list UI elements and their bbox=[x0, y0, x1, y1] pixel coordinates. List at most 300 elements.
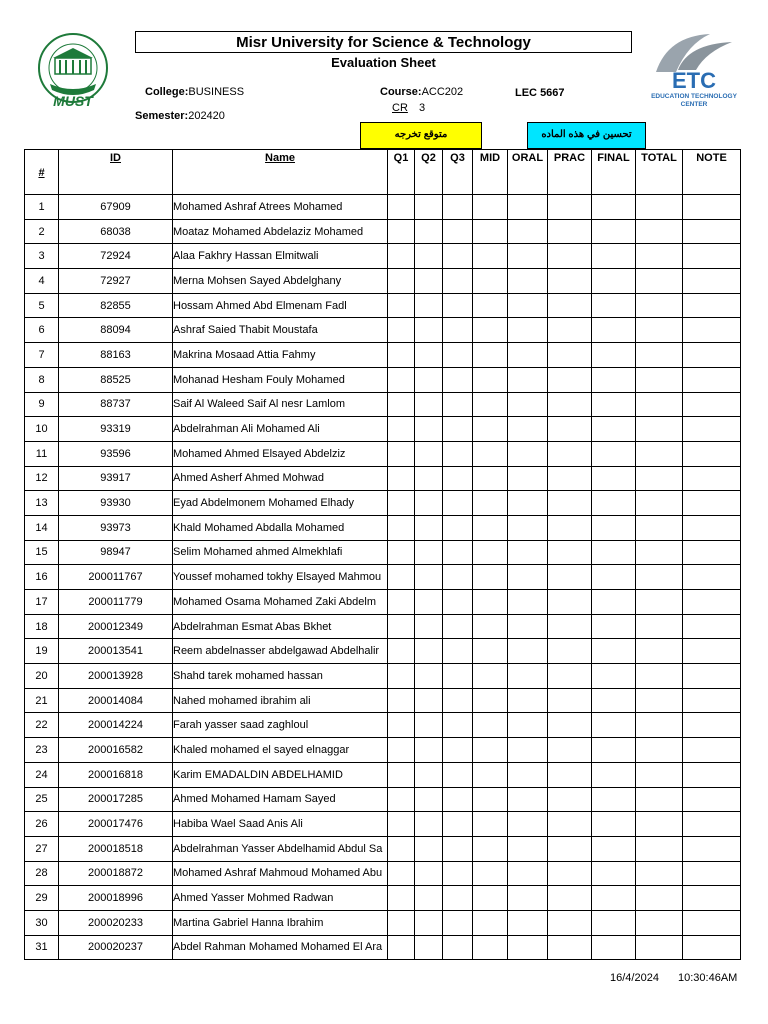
grade-cell-q1[interactable] bbox=[388, 318, 415, 343]
grade-cell-mid[interactable] bbox=[473, 836, 508, 861]
grade-cell-total[interactable] bbox=[636, 195, 683, 220]
grade-cell-mid[interactable] bbox=[473, 195, 508, 220]
grade-cell-q3[interactable] bbox=[443, 565, 473, 590]
student-id: 200020237 bbox=[59, 935, 173, 960]
grade-cell-final[interactable] bbox=[592, 886, 636, 911]
grade-cell-oral[interactable] bbox=[508, 861, 548, 886]
grade-cell-q3[interactable] bbox=[443, 441, 473, 466]
grade-cell-prac[interactable] bbox=[548, 244, 592, 269]
grade-cell-prac[interactable] bbox=[548, 713, 592, 738]
grade-cell-oral[interactable] bbox=[508, 318, 548, 343]
grade-cell-q3[interactable] bbox=[443, 886, 473, 911]
grade-cell-mid[interactable] bbox=[473, 367, 508, 392]
grade-cell-q2[interactable] bbox=[415, 417, 443, 442]
grade-cell-q2[interactable] bbox=[415, 318, 443, 343]
grade-cell-mid[interactable] bbox=[473, 688, 508, 713]
grade-cell-q3[interactable] bbox=[443, 713, 473, 738]
grade-cell-total[interactable] bbox=[636, 417, 683, 442]
grade-cell-q1[interactable] bbox=[388, 639, 415, 664]
grade-cell-final[interactable] bbox=[592, 590, 636, 615]
grade-cell-note[interactable] bbox=[683, 787, 741, 812]
grade-cell-total[interactable] bbox=[636, 590, 683, 615]
student-name: Karim EMADALDIN ABDELHAMID bbox=[173, 762, 388, 787]
grade-cell-q1[interactable] bbox=[388, 688, 415, 713]
grade-cell-prac[interactable] bbox=[548, 367, 592, 392]
grade-cell-q1[interactable] bbox=[388, 491, 415, 516]
grade-cell-prac[interactable] bbox=[548, 688, 592, 713]
grade-cell-oral[interactable] bbox=[508, 392, 548, 417]
grade-cell-total[interactable] bbox=[636, 244, 683, 269]
grade-cell-mid[interactable] bbox=[473, 565, 508, 590]
grade-cell-oral[interactable] bbox=[508, 935, 548, 960]
grade-cell-note[interactable] bbox=[683, 565, 741, 590]
grade-cell-oral[interactable] bbox=[508, 590, 548, 615]
grade-cell-q2[interactable] bbox=[415, 219, 443, 244]
grade-cell-note[interactable] bbox=[683, 639, 741, 664]
grade-cell-final[interactable] bbox=[592, 738, 636, 763]
grade-cell-final[interactable] bbox=[592, 565, 636, 590]
grade-cell-note[interactable] bbox=[683, 219, 741, 244]
grade-cell-prac[interactable] bbox=[548, 762, 592, 787]
grade-cell-q2[interactable] bbox=[415, 910, 443, 935]
grade-cell-mid[interactable] bbox=[473, 590, 508, 615]
grade-cell-mid[interactable] bbox=[473, 935, 508, 960]
grade-cell-prac[interactable] bbox=[548, 910, 592, 935]
table-row bbox=[25, 515, 741, 540]
student-id: 200014224 bbox=[59, 713, 173, 738]
grade-cell-total[interactable] bbox=[636, 910, 683, 935]
grade-cell-q3[interactable] bbox=[443, 244, 473, 269]
grade-cell-q1[interactable] bbox=[388, 293, 415, 318]
grade-cell-q3[interactable] bbox=[443, 219, 473, 244]
grade-cell-oral[interactable] bbox=[508, 836, 548, 861]
grade-cell-prac[interactable] bbox=[548, 441, 592, 466]
grade-cell-q1[interactable] bbox=[388, 836, 415, 861]
student-name: Nahed mohamed ibrahim ali bbox=[173, 688, 388, 713]
grade-cell-final[interactable] bbox=[592, 515, 636, 540]
grade-cell-q3[interactable] bbox=[443, 861, 473, 886]
grade-cell-prac[interactable] bbox=[548, 664, 592, 689]
grade-cell-prac[interactable] bbox=[548, 392, 592, 417]
row-number: 27 bbox=[25, 836, 59, 861]
grade-cell-prac[interactable] bbox=[548, 886, 592, 911]
grade-cell-total[interactable] bbox=[636, 491, 683, 516]
grade-cell-total[interactable] bbox=[636, 565, 683, 590]
grade-cell-q2[interactable] bbox=[415, 590, 443, 615]
grade-cell-prac[interactable] bbox=[548, 269, 592, 294]
column-header: MID bbox=[473, 150, 508, 195]
grade-cell-final[interactable] bbox=[592, 910, 636, 935]
grade-cell-mid[interactable] bbox=[473, 293, 508, 318]
grade-cell-q3[interactable] bbox=[443, 417, 473, 442]
grade-cell-note[interactable] bbox=[683, 910, 741, 935]
grade-cell-q3[interactable] bbox=[443, 515, 473, 540]
grade-cell-q2[interactable] bbox=[415, 441, 443, 466]
table-row bbox=[25, 244, 741, 269]
grade-cell-mid[interactable] bbox=[473, 244, 508, 269]
grade-cell-note[interactable] bbox=[683, 861, 741, 886]
grade-cell-total[interactable] bbox=[636, 318, 683, 343]
grade-cell-final[interactable] bbox=[592, 491, 636, 516]
grade-cell-prac[interactable] bbox=[548, 614, 592, 639]
grade-cell-prac[interactable] bbox=[548, 935, 592, 960]
row-number: 25 bbox=[25, 787, 59, 812]
grade-cell-note[interactable] bbox=[683, 540, 741, 565]
grade-cell-q1[interactable] bbox=[388, 738, 415, 763]
grade-cell-prac[interactable] bbox=[548, 738, 592, 763]
grade-cell-total[interactable] bbox=[636, 392, 683, 417]
grade-cell-note[interactable] bbox=[683, 812, 741, 837]
grade-cell-mid[interactable] bbox=[473, 713, 508, 738]
grade-cell-note[interactable] bbox=[683, 244, 741, 269]
grade-cell-q3[interactable] bbox=[443, 738, 473, 763]
grade-cell-mid[interactable] bbox=[473, 515, 508, 540]
grade-cell-note[interactable] bbox=[683, 367, 741, 392]
grade-cell-mid[interactable] bbox=[473, 219, 508, 244]
grade-cell-prac[interactable] bbox=[548, 293, 592, 318]
grade-cell-oral[interactable] bbox=[508, 713, 548, 738]
grade-cell-q2[interactable] bbox=[415, 861, 443, 886]
grade-cell-oral[interactable] bbox=[508, 269, 548, 294]
grade-cell-final[interactable] bbox=[592, 219, 636, 244]
grade-cell-final[interactable] bbox=[592, 639, 636, 664]
grade-cell-oral[interactable] bbox=[508, 762, 548, 787]
grade-cell-q3[interactable] bbox=[443, 910, 473, 935]
grade-cell-total[interactable] bbox=[636, 812, 683, 837]
grade-cell-q3[interactable] bbox=[443, 762, 473, 787]
grade-cell-total[interactable] bbox=[636, 515, 683, 540]
grade-cell-oral[interactable] bbox=[508, 787, 548, 812]
grade-cell-note[interactable] bbox=[683, 886, 741, 911]
student-id: 200017285 bbox=[59, 787, 173, 812]
grade-cell-q1[interactable] bbox=[388, 664, 415, 689]
grade-cell-oral[interactable] bbox=[508, 812, 548, 837]
grade-cell-q1[interactable] bbox=[388, 614, 415, 639]
grade-cell-prac[interactable] bbox=[548, 787, 592, 812]
grade-cell-mid[interactable] bbox=[473, 812, 508, 837]
grade-cell-oral[interactable] bbox=[508, 565, 548, 590]
grade-cell-mid[interactable] bbox=[473, 614, 508, 639]
grade-cell-oral[interactable] bbox=[508, 614, 548, 639]
grade-cell-note[interactable] bbox=[683, 441, 741, 466]
grade-cell-q2[interactable] bbox=[415, 466, 443, 491]
grade-cell-final[interactable] bbox=[592, 293, 636, 318]
grade-cell-q1[interactable] bbox=[388, 244, 415, 269]
grade-cell-note[interactable] bbox=[683, 664, 741, 689]
grade-cell-q2[interactable] bbox=[415, 713, 443, 738]
grade-cell-prac[interactable] bbox=[548, 195, 592, 220]
grade-cell-final[interactable] bbox=[592, 861, 636, 886]
grade-cell-total[interactable] bbox=[636, 664, 683, 689]
grade-cell-q1[interactable] bbox=[388, 935, 415, 960]
grade-cell-note[interactable] bbox=[683, 614, 741, 639]
grade-cell-oral[interactable] bbox=[508, 343, 548, 368]
grade-cell-mid[interactable] bbox=[473, 491, 508, 516]
grade-cell-oral[interactable] bbox=[508, 639, 548, 664]
grade-cell-total[interactable] bbox=[636, 639, 683, 664]
grade-cell-final[interactable] bbox=[592, 812, 636, 837]
grade-cell-q3[interactable] bbox=[443, 614, 473, 639]
grade-cell-total[interactable] bbox=[636, 935, 683, 960]
grade-cell-oral[interactable] bbox=[508, 293, 548, 318]
grade-cell-q3[interactable] bbox=[443, 935, 473, 960]
grade-cell-oral[interactable] bbox=[508, 219, 548, 244]
grade-cell-q2[interactable] bbox=[415, 269, 443, 294]
grade-cell-q3[interactable] bbox=[443, 343, 473, 368]
grade-cell-mid[interactable] bbox=[473, 269, 508, 294]
grade-cell-total[interactable] bbox=[636, 441, 683, 466]
grade-cell-total[interactable] bbox=[636, 614, 683, 639]
lec-info bbox=[515, 87, 565, 99]
grade-cell-q2[interactable] bbox=[415, 836, 443, 861]
student-id: 93319 bbox=[59, 417, 173, 442]
grade-cell-note[interactable] bbox=[683, 688, 741, 713]
grade-cell-q1[interactable] bbox=[388, 565, 415, 590]
grade-cell-final[interactable] bbox=[592, 540, 636, 565]
student-id: 67909 bbox=[59, 195, 173, 220]
grade-cell-final[interactable] bbox=[592, 318, 636, 343]
grade-cell-note[interactable] bbox=[683, 195, 741, 220]
grade-cell-q2[interactable] bbox=[415, 491, 443, 516]
grade-cell-total[interactable] bbox=[636, 269, 683, 294]
row-number: 22 bbox=[25, 713, 59, 738]
grade-cell-q3[interactable] bbox=[443, 836, 473, 861]
grade-cell-q1[interactable] bbox=[388, 762, 415, 787]
grade-cell-mid[interactable] bbox=[473, 466, 508, 491]
grade-cell-q2[interactable] bbox=[415, 812, 443, 837]
grade-cell-mid[interactable] bbox=[473, 738, 508, 763]
grade-cell-q2[interactable] bbox=[415, 787, 443, 812]
row-number: 11 bbox=[25, 441, 59, 466]
grade-cell-q1[interactable] bbox=[388, 787, 415, 812]
grade-cell-q2[interactable] bbox=[415, 762, 443, 787]
grade-cell-oral[interactable] bbox=[508, 910, 548, 935]
grade-cell-q2[interactable] bbox=[415, 664, 443, 689]
grade-cell-final[interactable] bbox=[592, 762, 636, 787]
grade-cell-total[interactable] bbox=[636, 738, 683, 763]
grade-cell-prac[interactable] bbox=[548, 639, 592, 664]
grade-cell-q1[interactable] bbox=[388, 441, 415, 466]
grade-cell-oral[interactable] bbox=[508, 664, 548, 689]
grade-cell-q3[interactable] bbox=[443, 195, 473, 220]
grade-cell-q3[interactable] bbox=[443, 293, 473, 318]
grade-cell-q1[interactable] bbox=[388, 713, 415, 738]
grade-cell-note[interactable] bbox=[683, 318, 741, 343]
grade-cell-q3[interactable] bbox=[443, 787, 473, 812]
grade-cell-final[interactable] bbox=[592, 441, 636, 466]
grade-cell-mid[interactable] bbox=[473, 910, 508, 935]
grade-cell-total[interactable] bbox=[636, 787, 683, 812]
grade-cell-mid[interactable] bbox=[473, 861, 508, 886]
grade-cell-oral[interactable] bbox=[508, 688, 548, 713]
grade-cell-prac[interactable] bbox=[548, 515, 592, 540]
grade-cell-total[interactable] bbox=[636, 466, 683, 491]
grade-cell-note[interactable] bbox=[683, 738, 741, 763]
grade-cell-q3[interactable] bbox=[443, 367, 473, 392]
grade-cell-prac[interactable] bbox=[548, 836, 592, 861]
grade-cell-note[interactable] bbox=[683, 269, 741, 294]
grade-cell-q2[interactable] bbox=[415, 565, 443, 590]
grade-cell-q1[interactable] bbox=[388, 540, 415, 565]
grade-cell-oral[interactable] bbox=[508, 195, 548, 220]
grade-cell-mid[interactable] bbox=[473, 540, 508, 565]
grade-cell-mid[interactable] bbox=[473, 664, 508, 689]
grade-cell-total[interactable] bbox=[636, 293, 683, 318]
grade-cell-oral[interactable] bbox=[508, 244, 548, 269]
grade-cell-prac[interactable] bbox=[548, 565, 592, 590]
grade-cell-oral[interactable] bbox=[508, 491, 548, 516]
grade-cell-note[interactable] bbox=[683, 491, 741, 516]
row-number: 12 bbox=[25, 466, 59, 491]
grade-cell-q2[interactable] bbox=[415, 195, 443, 220]
grade-cell-final[interactable] bbox=[592, 244, 636, 269]
grade-cell-prac[interactable] bbox=[548, 491, 592, 516]
grade-cell-prac[interactable] bbox=[548, 343, 592, 368]
grade-cell-oral[interactable] bbox=[508, 886, 548, 911]
grade-cell-q3[interactable] bbox=[443, 318, 473, 343]
grade-cell-note[interactable] bbox=[683, 935, 741, 960]
grade-cell-note[interactable] bbox=[683, 417, 741, 442]
grade-cell-prac[interactable] bbox=[548, 219, 592, 244]
grade-cell-final[interactable] bbox=[592, 836, 636, 861]
grade-cell-mid[interactable] bbox=[473, 392, 508, 417]
grade-cell-q1[interactable] bbox=[388, 886, 415, 911]
grade-cell-oral[interactable] bbox=[508, 417, 548, 442]
grade-cell-final[interactable] bbox=[592, 466, 636, 491]
grade-cell-total[interactable] bbox=[636, 343, 683, 368]
grade-cell-oral[interactable] bbox=[508, 367, 548, 392]
grade-cell-q3[interactable] bbox=[443, 491, 473, 516]
grade-cell-q2[interactable] bbox=[415, 367, 443, 392]
grade-cell-oral[interactable] bbox=[508, 515, 548, 540]
grade-cell-final[interactable] bbox=[592, 417, 636, 442]
grade-cell-q1[interactable] bbox=[388, 910, 415, 935]
grade-cell-q1[interactable] bbox=[388, 367, 415, 392]
grade-cell-note[interactable] bbox=[683, 590, 741, 615]
grade-cell-prac[interactable] bbox=[548, 466, 592, 491]
grade-cell-q3[interactable] bbox=[443, 540, 473, 565]
grade-cell-q3[interactable] bbox=[443, 392, 473, 417]
grade-cell-q3[interactable] bbox=[443, 269, 473, 294]
grade-cell-total[interactable] bbox=[636, 688, 683, 713]
grade-cell-q2[interactable] bbox=[415, 614, 443, 639]
grade-cell-q1[interactable] bbox=[388, 343, 415, 368]
grade-cell-total[interactable] bbox=[636, 713, 683, 738]
grade-cell-note[interactable] bbox=[683, 293, 741, 318]
table-row bbox=[25, 466, 741, 491]
grade-cell-mid[interactable] bbox=[473, 318, 508, 343]
grade-cell-q3[interactable] bbox=[443, 688, 473, 713]
grade-cell-note[interactable] bbox=[683, 713, 741, 738]
grade-cell-mid[interactable] bbox=[473, 417, 508, 442]
grade-cell-final[interactable] bbox=[592, 787, 636, 812]
grade-cell-q2[interactable] bbox=[415, 935, 443, 960]
grade-cell-q2[interactable] bbox=[415, 540, 443, 565]
table-row bbox=[25, 392, 741, 417]
grade-cell-mid[interactable] bbox=[473, 886, 508, 911]
grade-cell-prac[interactable] bbox=[548, 590, 592, 615]
grade-cell-q2[interactable] bbox=[415, 343, 443, 368]
course-value: ACC202 bbox=[421, 86, 464, 98]
grade-cell-final[interactable] bbox=[592, 195, 636, 220]
grade-cell-mid[interactable] bbox=[473, 343, 508, 368]
grade-cell-q1[interactable] bbox=[388, 269, 415, 294]
grade-cell-final[interactable] bbox=[592, 343, 636, 368]
grade-cell-note[interactable] bbox=[683, 515, 741, 540]
grade-cell-q2[interactable] bbox=[415, 886, 443, 911]
grade-cell-q2[interactable] bbox=[415, 244, 443, 269]
grade-cell-q2[interactable] bbox=[415, 515, 443, 540]
grade-cell-prac[interactable] bbox=[548, 318, 592, 343]
grade-cell-total[interactable] bbox=[636, 367, 683, 392]
grade-cell-q2[interactable] bbox=[415, 392, 443, 417]
grade-cell-final[interactable] bbox=[592, 269, 636, 294]
grade-cell-prac[interactable] bbox=[548, 540, 592, 565]
grade-cell-q1[interactable] bbox=[388, 466, 415, 491]
grade-cell-q2[interactable] bbox=[415, 738, 443, 763]
grade-cell-total[interactable] bbox=[636, 886, 683, 911]
grade-cell-note[interactable] bbox=[683, 466, 741, 491]
grade-cell-q1[interactable] bbox=[388, 861, 415, 886]
grade-cell-note[interactable] bbox=[683, 343, 741, 368]
grade-cell-total[interactable] bbox=[636, 219, 683, 244]
grade-cell-final[interactable] bbox=[592, 713, 636, 738]
grade-cell-final[interactable] bbox=[592, 664, 636, 689]
grade-cell-total[interactable] bbox=[636, 836, 683, 861]
grade-cell-q3[interactable] bbox=[443, 812, 473, 837]
student-id: 200018872 bbox=[59, 861, 173, 886]
grade-cell-total[interactable] bbox=[636, 861, 683, 886]
grade-cell-total[interactable] bbox=[636, 762, 683, 787]
grade-cell-prac[interactable] bbox=[548, 417, 592, 442]
grade-cell-q1[interactable] bbox=[388, 195, 415, 220]
grade-cell-q1[interactable] bbox=[388, 812, 415, 837]
grade-cell-q3[interactable] bbox=[443, 639, 473, 664]
grade-cell-oral[interactable] bbox=[508, 441, 548, 466]
grade-cell-oral[interactable] bbox=[508, 540, 548, 565]
grade-cell-final[interactable] bbox=[592, 935, 636, 960]
grade-cell-final[interactable] bbox=[592, 688, 636, 713]
grade-cell-final[interactable] bbox=[592, 367, 636, 392]
grade-cell-q3[interactable] bbox=[443, 590, 473, 615]
grade-cell-mid[interactable] bbox=[473, 639, 508, 664]
grade-cell-final[interactable] bbox=[592, 614, 636, 639]
grade-cell-q1[interactable] bbox=[388, 590, 415, 615]
grade-cell-mid[interactable] bbox=[473, 762, 508, 787]
grade-cell-q1[interactable] bbox=[388, 515, 415, 540]
grade-cell-final[interactable] bbox=[592, 392, 636, 417]
grade-cell-q1[interactable] bbox=[388, 219, 415, 244]
grade-cell-q2[interactable] bbox=[415, 293, 443, 318]
grade-cell-note[interactable] bbox=[683, 836, 741, 861]
table-row bbox=[25, 195, 741, 220]
grade-cell-q3[interactable] bbox=[443, 466, 473, 491]
grade-cell-mid[interactable] bbox=[473, 787, 508, 812]
grade-cell-prac[interactable] bbox=[548, 861, 592, 886]
grade-cell-q1[interactable] bbox=[388, 392, 415, 417]
grade-cell-note[interactable] bbox=[683, 392, 741, 417]
grade-cell-oral[interactable] bbox=[508, 738, 548, 763]
grade-cell-prac[interactable] bbox=[548, 812, 592, 837]
grade-cell-q2[interactable] bbox=[415, 688, 443, 713]
grade-cell-q3[interactable] bbox=[443, 664, 473, 689]
grade-cell-q1[interactable] bbox=[388, 417, 415, 442]
grade-cell-q2[interactable] bbox=[415, 639, 443, 664]
grade-cell-total[interactable] bbox=[636, 540, 683, 565]
grade-cell-note[interactable] bbox=[683, 762, 741, 787]
grade-cell-mid[interactable] bbox=[473, 441, 508, 466]
grade-cell-oral[interactable] bbox=[508, 466, 548, 491]
